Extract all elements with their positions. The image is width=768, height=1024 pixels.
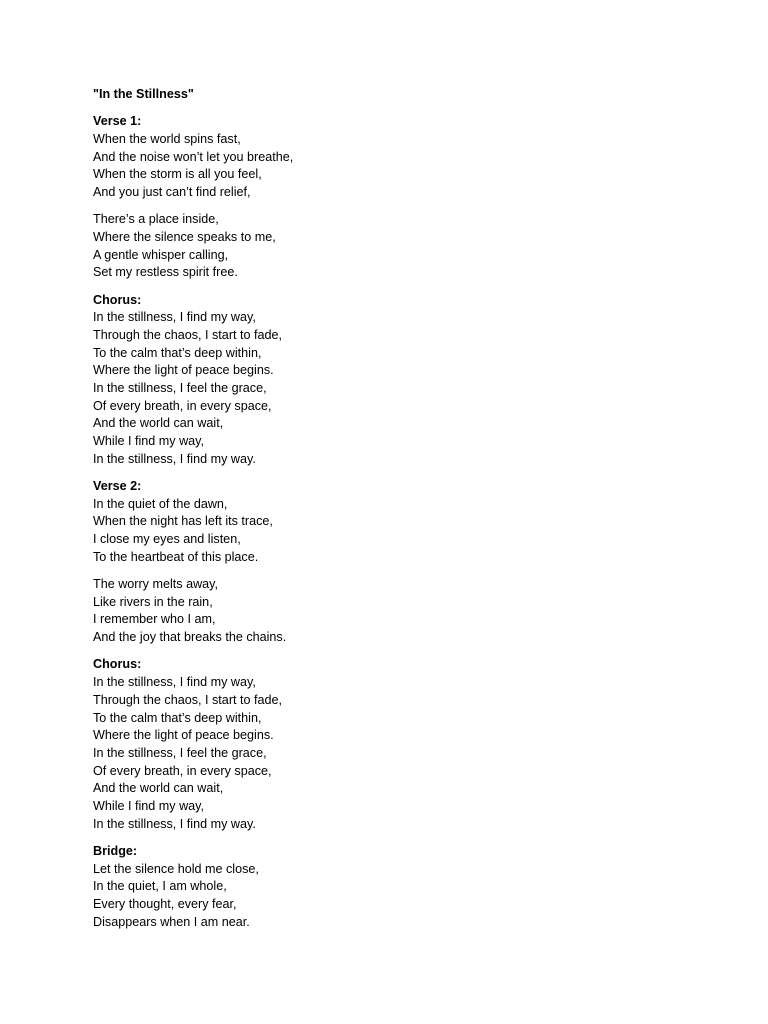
lyric-line: To the calm that’s deep within, [93, 710, 262, 725]
section-bridge [93, 843, 693, 932]
section-verse-1 [93, 113, 693, 202]
section-heading: Verse 1: [93, 114, 142, 129]
lyric-line: In the stillness, I find my way. [93, 451, 256, 466]
section-chorus-2 [93, 656, 693, 833]
lyric-line: Let the silence hold me close, [93, 861, 259, 876]
lyric-line: To the calm that’s deep within, [93, 345, 262, 360]
section-heading: Chorus: [93, 657, 142, 672]
lyric-line: In the stillness, I find my way, [93, 310, 256, 325]
section-verse-2-part-2 [93, 576, 693, 647]
lyric-line: Where the light of peace begins. [93, 363, 274, 378]
lyric-line: There’s a place inside, [93, 212, 219, 227]
lyric-line: And the joy that breaks the chains. [93, 630, 287, 645]
lyric-line: And the world can wait, [93, 781, 224, 796]
lyric-line: I close my eyes and listen, [93, 532, 241, 547]
lyric-line: And the world can wait, [93, 416, 224, 431]
section-heading: Bridge: [93, 843, 138, 858]
lyric-line: When the storm is all you feel, [93, 167, 262, 182]
lyric-line: A gentle whisper calling, [93, 247, 229, 262]
lyric-line: Disappears when I am near. [93, 914, 250, 929]
lyric-line: In the stillness, I find my way, [93, 675, 256, 690]
lyric-line: Of every breath, in every space, [93, 763, 272, 778]
lyric-line: In the quiet of the dawn, [93, 496, 228, 511]
section-heading: Verse 2: [93, 479, 142, 494]
lyric-line: In the quiet, I am whole, [93, 879, 227, 894]
section-verse-1-part-2 [93, 211, 693, 282]
lyric-line: While I find my way, [93, 799, 205, 814]
song-title: "In the Stillness" [93, 87, 194, 101]
lyric-line: Every thought, every fear, [93, 897, 237, 912]
lyric-line: Where the silence speaks to me, [93, 229, 276, 244]
lyric-line: To the heartbeat of this place. [93, 549, 259, 564]
lyric-line: Set my restless spirit free. [93, 265, 238, 280]
section-chorus-1 [93, 292, 693, 469]
lyric-line: The worry melts away, [93, 577, 219, 592]
lyric-line: Like rivers in the rain, [93, 594, 213, 609]
lyric-line: Where the light of peace begins. [93, 728, 274, 743]
lyric-line: When the world spins fast, [93, 131, 241, 146]
lyric-line: And you just can’t find relief, [93, 185, 251, 200]
lyric-line: Of every breath, in every space, [93, 398, 272, 413]
lyric-line: When the night has left its trace, [93, 514, 273, 529]
lyric-line: Through the chaos, I start to fade, [93, 327, 283, 342]
section-heading: Chorus: [93, 292, 142, 307]
lyric-line: I remember who I am, [93, 612, 216, 627]
lyric-line: And the noise won’t let you breathe, [93, 149, 294, 164]
lyric-line: In the stillness, I feel the grace, [93, 381, 267, 396]
section-verse-2 [93, 478, 693, 567]
lyric-line: In the stillness, I feel the grace, [93, 745, 267, 760]
lyric-line: While I find my way, [93, 434, 205, 449]
document-page [93, 86, 693, 941]
lyric-line: Through the chaos, I start to fade, [93, 692, 283, 707]
lyric-line: In the stillness, I find my way. [93, 816, 256, 831]
